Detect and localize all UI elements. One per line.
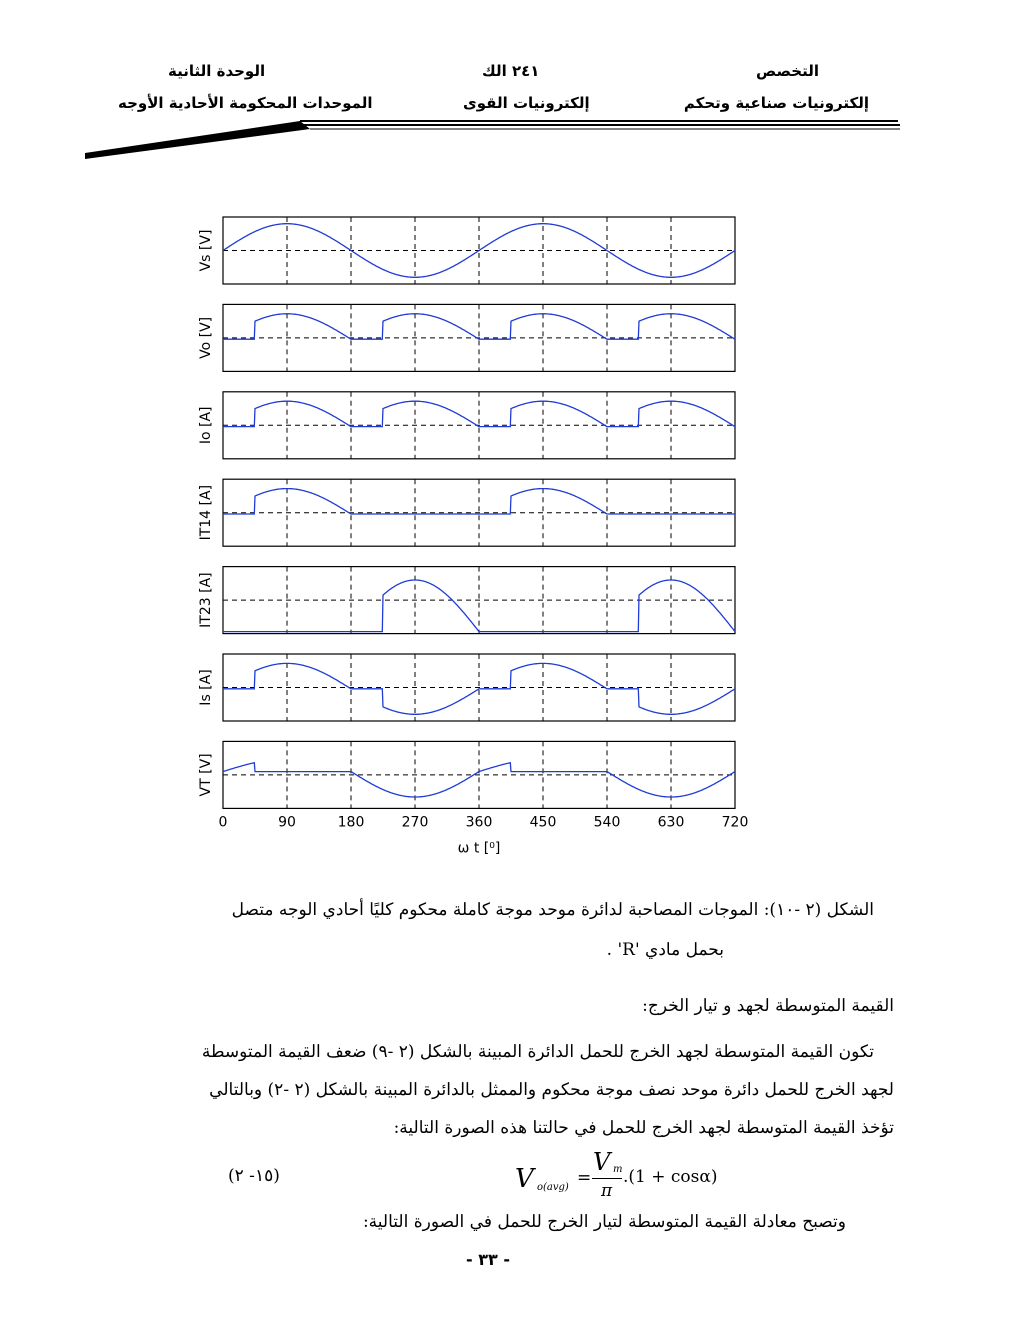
x-tick-label: 180 xyxy=(337,814,365,831)
panel-ylabel: VT [V] xyxy=(198,753,214,797)
x-tick-label: 450 xyxy=(529,814,557,831)
eq-equals: = xyxy=(577,1168,592,1188)
equation-number: (١٥- ٢) xyxy=(228,1166,280,1186)
eq-fraction-bar xyxy=(592,1178,622,1179)
header-unit-title: الموحدات المحكومة الأحادية الأوجه xyxy=(118,94,373,112)
panel-6 xyxy=(198,741,735,808)
eq-numerator-sub: m xyxy=(613,1164,623,1175)
panel-ylabel: IT14 [A] xyxy=(198,484,214,541)
eq-numerator: V xyxy=(593,1148,611,1176)
waveform-figure xyxy=(180,205,780,875)
panel-ylabel: Io [A] xyxy=(198,406,214,445)
x-tick-label: 540 xyxy=(593,814,621,831)
panel-2 xyxy=(198,392,735,459)
figure-caption-line1: الشكل (٢ -١٠): الموجات المصاحبة لدائرة موحد موجة كاملة محكوم كليًا أحادي الوجه متصل xyxy=(231,900,874,920)
panel-ylabel: Vs [V] xyxy=(198,229,214,272)
eq-lhs: V xyxy=(515,1164,534,1194)
section-heading: القيمة المتوسطة لجهد و تيار الخرج: xyxy=(642,996,894,1016)
paragraph-line1: تكون القيمة المتوسطة لجهد الخرج للحمل الدائرة المبينة بالشكل (٢ -٩) ضعف القيمة المتوسطة xyxy=(201,1042,874,1062)
header-course-code: ٢٤١ الك xyxy=(482,62,540,80)
eq-denominator: π xyxy=(601,1181,613,1201)
panel-0 xyxy=(198,217,735,284)
panel-ylabel: Is [A] xyxy=(198,669,214,706)
paragraph-line3: تؤخذ القيمة المتوسطة لجهد الخرج للحمل في حالتنا هذه الصورة التالية: xyxy=(393,1118,894,1138)
paragraph-line2: لجهد الخرج للحمل دائرة موحد نصف موجة محكوم والممثل بالدائرة المبينة بالشكل (٢ -٢) وبالتالي xyxy=(209,1080,894,1100)
page-number: - ٣٣ - xyxy=(466,1250,510,1269)
panel-3 xyxy=(198,479,735,546)
panel-4 xyxy=(198,567,735,634)
header-specialty-value: إلكترونيات صناعية وتحكم xyxy=(683,94,869,112)
x-tick-label: 270 xyxy=(401,814,429,831)
header-specialty-label: التخصص xyxy=(756,62,819,80)
paragraph-line4: وتصبح معادلة القيمة المتوسطة لتيار الخرج للحمل في الصورة التالية: xyxy=(362,1212,846,1232)
header-divider xyxy=(0,0,1024,170)
eq-lhs-sub: o(avg) xyxy=(537,1182,569,1193)
figure-caption-line2: بحمل مادي 'R' . xyxy=(606,940,724,960)
x-axis-label: ω t [⁰] xyxy=(457,840,501,857)
panel-ylabel: IT23 [A] xyxy=(198,572,214,628)
header-unit-label: الوحدة الثانية xyxy=(168,62,266,80)
x-tick-label: 0 xyxy=(218,814,228,831)
x-tick-label: 720 xyxy=(721,814,749,831)
equation-average-voltage xyxy=(515,1150,745,1206)
panel-1 xyxy=(198,304,735,371)
x-tick-label: 360 xyxy=(465,814,493,831)
x-tick-label: 630 xyxy=(657,814,685,831)
panel-5 xyxy=(198,654,735,721)
x-tick-label: 90 xyxy=(278,814,296,831)
panel-ylabel: Vo [V] xyxy=(198,316,214,359)
eq-rhs: .(1 + cosα) xyxy=(623,1167,718,1187)
header-course-name: إلكترونيات القوى xyxy=(463,94,590,112)
